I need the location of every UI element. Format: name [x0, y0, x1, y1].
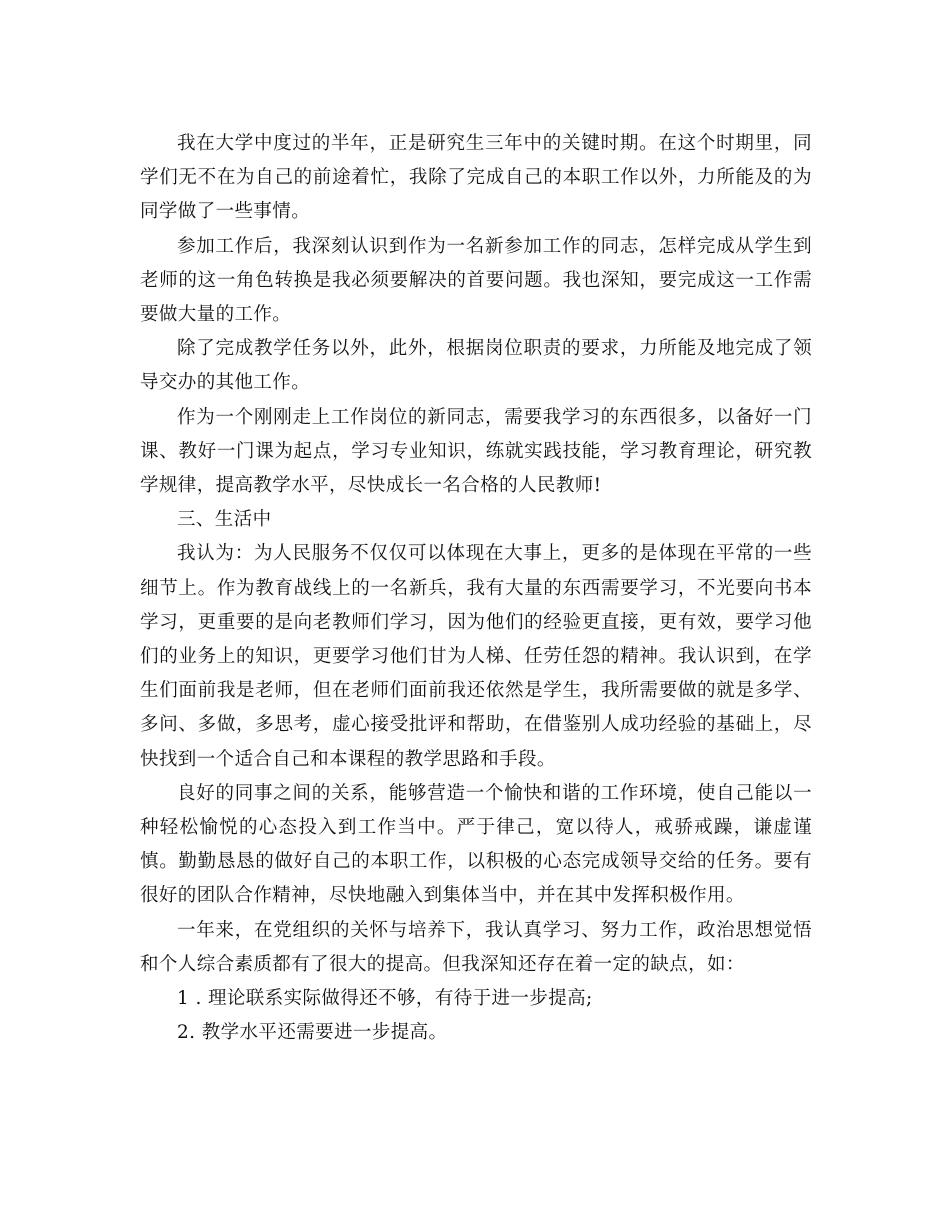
paragraph-4: 作为一个刚刚走上工作岗位的新同志，需要我学习的东西很多，以备好一门课、教好一门课为起点，学习专业知识，练就实践技能，学习教育理论，研究教学规律，提高教学水平，尽快成长一名合格的人民教师!: [140, 406, 812, 497]
paragraph-5: 我认为：为人民服务不仅仅可以体现在大事上，更多的是体现在平常的一些细节上。作为教育战线上的一名新兵，我有大量的东西需要学习，不光要向书本学习，更重要的是向老教师们学习，因为他们的经验更直接，更有效，要学习他们的业务上的知识，更要学习他们甘为人梯、任劳任怨的精神。我认识到，在学生们面前我是老师，但在老师们面前我还依然是学生，我所需要做的就是多学、多问、多做，多思考，虚心接受批评和帮助，在借鉴别人成功经验的基础上，尽快找到一个适合自己和本课程的教学思路和手段。: [140, 543, 812, 770]
paragraph-6: 良好的同事之间的关系，能够营造一个愉快和谐的工作环境，使自己能以一种轻松愉悦的心态投入到工作当中。严于律己，宽以待人，戒骄戒躁，谦虚谨慎。勤勤恳恳的做好自己的本职工作，以积极的心态完成领导交给的任务。要有很好的团队合作精神，尽快地融入到集体当中，并在其中发挥积极作用。: [140, 782, 812, 907]
section-heading-life: 三、生活中: [177, 509, 272, 531]
paragraph-7: 一年来，在党组织的关怀与培养下，我认真学习、努力工作，政治思想觉悟和个人综合素质都有了很大的提高。但我深知还存在着一定的缺点，如：: [140, 919, 812, 975]
paragraph-1: 我在大学中度过的半年，正是研究生三年中的关键时期。在这个时期里，同学们无不在为自己的前途着忙，我除了完成自己的本职工作以外，力所能及的为同学做了一些事情。: [140, 133, 812, 223]
list-item-1: 1 . 理论联系实际做得还不够，有待于进一步提高;: [177, 988, 593, 1010]
document-body: [140, 127, 812, 1050]
paragraph-3: 除了完成教学任务以外，此外，根据岗位职责的要求，力所能及地完成了领导交办的其他工作。: [140, 338, 812, 394]
list-item-2: 2. 教学水平还需要进一步提高。: [177, 1022, 448, 1044]
paragraph-2: 参加工作后，我深刻认识到作为一名新参加工作的同志，怎样完成从学生到老师的这一角色转换是我必须要解决的首要问题。我也深知，要完成这一工作需要做大量的工作。: [140, 235, 812, 326]
